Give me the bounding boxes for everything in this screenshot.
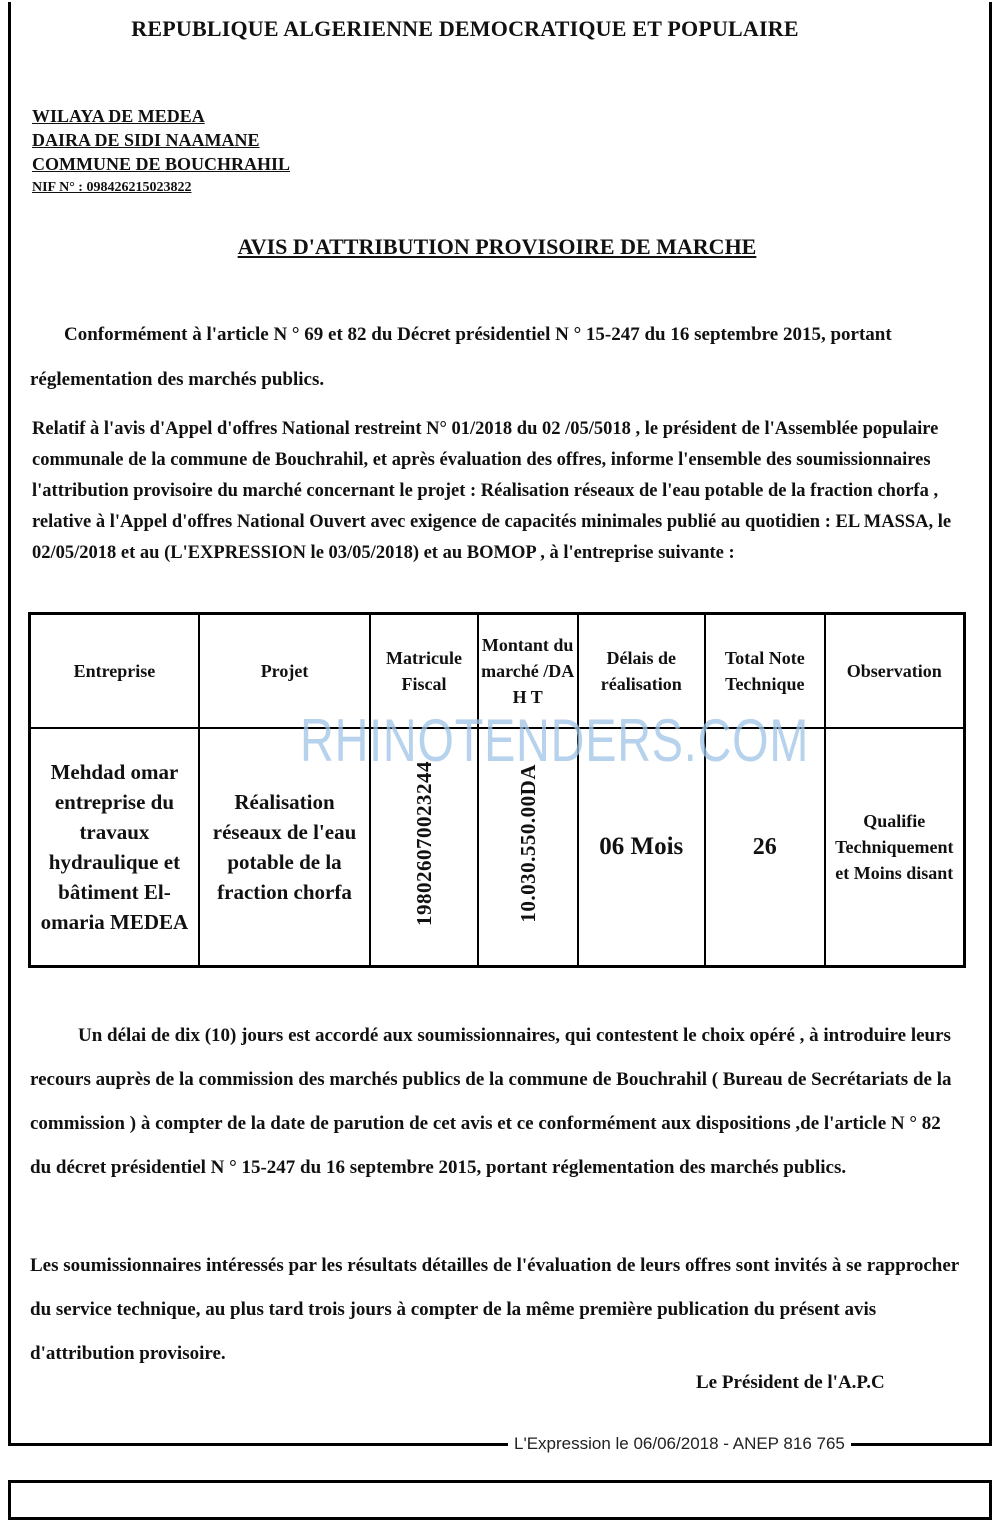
paragraph-recourse: Un délai de dix (10) jours est accordé aux soumissionnaires, qui contestent le choix opéré , à introduire leurs recours auprès de la commission des marchés publics de la commune de Bouchrahil ( Bureau de Secrétariats de la commission ) à compter de la date de parution de cet avis et ce conformément aux dispositions ,de l'article N ° 82 du décret présidentiel N ° 15-247 du 16 septembre 2015, portant réglementation des marchés publics. — [30, 1025, 952, 1178]
header-entreprise: Entreprise — [30, 614, 199, 729]
header-projet: Projet — [199, 614, 370, 729]
administration-block — [32, 104, 290, 200]
header-matricule: Matricule Fiscal — [370, 614, 478, 729]
commune-label: COMMUNE DE BOUCHRAHIL — [32, 154, 291, 174]
watermark: RHINOTENDERS.COM — [300, 707, 810, 774]
header-delais: Délais de réalisation — [578, 614, 706, 729]
cell-observation: Qualifie Techniquement et Moins disant — [825, 728, 965, 967]
table-header-row — [30, 614, 965, 729]
cell-note: 26 — [705, 728, 825, 967]
notice-title: AVIS D'ATTRIBUTION PROVISOIRE DE MARCHE — [237, 234, 757, 259]
publication-source: L'Expression le 06/06/2018 - ANEP 816 765 — [508, 1434, 851, 1454]
country-header: REPUBLIQUE ALGERIENNE DEMOCRATIQUE ET POPULAIRE — [131, 16, 799, 41]
daira-label: DAIRA DE SIDI NAAMANE — [32, 130, 260, 150]
paragraph-results: Les soumissionnaires intéressés par les résultats détailles de l'évaluation de leurs offres sont invités à se rapprocher du service technique, au plus tard trois jours à compter de la même première publication du présent avis d'attribution provisoire. — [30, 1255, 959, 1364]
next-notice-frame — [8, 1480, 992, 1520]
signature: Le Président de l'A.P.C — [696, 1372, 885, 1393]
wilaya-label: WILAYA DE MEDEA — [32, 106, 205, 126]
nif-label: NIF N° : 098426215023822 — [32, 180, 192, 195]
paragraph-tender: Relatif à l'avis d'Appel d'offres National restreint N° 01/2018 du 02 /05/5018 , le président de l'Assemblée populaire communale de la commune de Bouchrahil, et après évaluation des offres, informe l'ensemble des soumissionnaires l'attribution provisoire du marché concernant le projet : Réalisation réseaux de l'eau potable de la fraction chorfa , relative à l'Appel d'offres National Ouvert avec exigence de capacités minimales publié au quotidien : EL MASSA, le 02/05/2018 et au (L'EXPRESSION le 03/05/2018) et au BOMOP , à l'entreprise suivante : — [32, 419, 952, 563]
header-montant: Montant du marché /DA H T — [478, 614, 578, 729]
cell-montant — [478, 728, 578, 967]
matricule-value: 198026070023244 — [411, 760, 436, 926]
paragraph-decree: Conformément à l'article N ° 69 et 82 du Décret présidentiel N ° 15-247 du 16 septembre 2015, portant réglementation des marchés publics. — [30, 324, 892, 390]
cell-delais: 06 Mois — [578, 728, 706, 967]
cell-matricule — [370, 728, 478, 967]
cell-entreprise: Mehdad omar entreprise du travaux hydraulique et bâtiment El- omaria MEDEA — [30, 728, 199, 967]
award-table — [28, 612, 966, 968]
header-note: Total Note Technique — [705, 614, 825, 729]
cell-projet: Réalisation réseaux de l'eau potable de la fraction chorfa — [199, 728, 370, 967]
header-observation: Observation — [825, 614, 965, 729]
montant-value: 10.030.550.00DA — [515, 763, 540, 923]
table-row — [30, 728, 965, 967]
